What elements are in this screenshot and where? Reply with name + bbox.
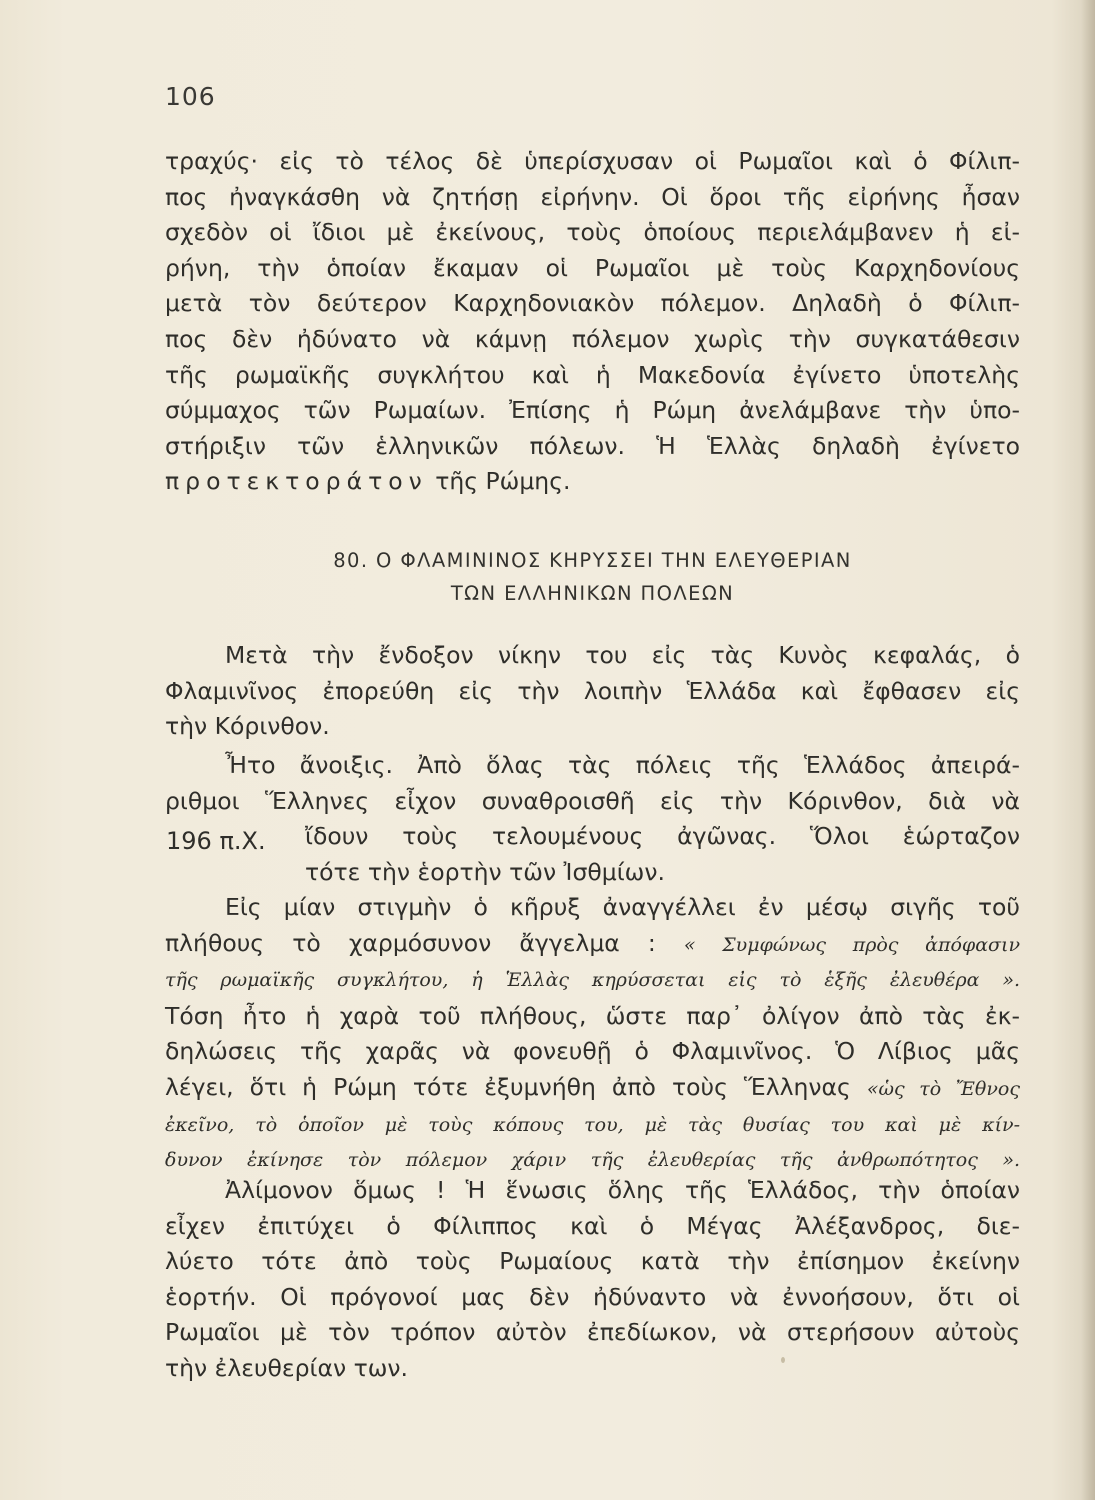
paragraph-3 xyxy=(165,890,1020,1179)
quote-line: τῆς ρωμαϊκῆς συγκλήτου, ἡ Ἑλλὰς κηρύσσεται εἰς τὸ ἑξῆς ἐλευθέρα ». xyxy=(165,969,1020,992)
text-line: πος ἠναγκάσθη νὰ ζητήσῃ εἰρήνην. Οἱ ὅροι τῆς εἰρήνης ἦσαν xyxy=(165,182,1020,211)
text-line: στήριξιν τῶν ἑλληνικῶν πόλεων. Ἡ Ἑλλὰς δηλαδὴ ἐγίνετο xyxy=(165,431,1020,460)
text-line: τραχύς· εἰς τὸ τέλος δὲ ὑπερίσχυσαν οἱ Ρωμαῖοι καὶ ὁ Φίλιπ- xyxy=(165,147,1020,175)
text-line: πος δὲν ἠδύνατο νὰ κάμνῃ πόλεμον χωρὶς τὴν συγκατάθεσιν xyxy=(165,324,1020,353)
quote-fragment: « Συμφώνως πρὸς ἀπόφασιν xyxy=(683,933,1020,956)
paragraph-top xyxy=(165,144,1020,500)
text-line: σύμμαχος τῶν Ρωμαίων. Ἐπίσης ἡ Ρώμη ἀνελάμβανε τὴν ὑπο- xyxy=(165,396,1020,425)
quote-line: ἐκεῖνο, τὸ ὁποῖον μὲ τοὺς κόπους του, μὲ τὰς θυσίας του καὶ μὲ κίν- xyxy=(165,1113,1020,1136)
indented-block xyxy=(165,819,1020,890)
text-line xyxy=(165,1070,1020,1108)
text-line: μετὰ τὸν δεύτερον Καρχηδονιακὸν πόλεμον. Δηλαδὴ ὁ Φίλιπ- xyxy=(165,289,1020,318)
text-line: ριθμοι Ἕλληνες εἶχον συναθροισθῆ εἰς τὴν Κόρινθον, διὰ νὰ xyxy=(165,786,1020,815)
paragraph-2 xyxy=(165,748,1020,890)
text-line: Τόση ἦτο ἡ χαρὰ τοῦ πλήθους, ὥστε παρ᾽ ὀλίγον ἀπὸ τὰς ἐκ- xyxy=(165,1001,1020,1030)
text-line: εἶχεν ἐπιτύχει ὁ Φίλιππος καὶ ὁ Μέγας Ἀλέξανδρος, διε- xyxy=(165,1211,1020,1240)
paragraph-4 xyxy=(165,1173,1020,1387)
text-line: δηλώσεις τῆς χαρᾶς νὰ φονευθῇ ὁ Φλαμινῖνος. Ὁ Λίβιος μᾶς xyxy=(165,1037,1020,1066)
text-fragment: τῆς Ρώμης. xyxy=(427,467,571,496)
spaced-word: προτεκτοράτον xyxy=(165,467,428,496)
text-line: Ἦτο ἄνοιξις. Ἀπὸ ὅλας τὰς πόλεις τῆς Ἑλλάδος ἀπειρά- xyxy=(225,751,1020,779)
page-edge-shadow xyxy=(1081,0,1095,1500)
margin-date-note: 196 π.Χ. xyxy=(166,827,266,855)
text-line: τὴν Κόρινθον. xyxy=(165,712,330,741)
text-line: σχεδὸν οἱ ἴδιοι μὲ ἐκείνους, τοὺς ὁποίους περιελάμβανεν ἡ εἰ- xyxy=(165,218,1020,247)
text-line: Μετὰ τὴν ἔνδοξον νίκην του εἰς τὰς Κυνὸς κεφαλάς, ὁ xyxy=(225,641,1020,669)
section-heading-line-1: 80. Ο ΦΛΑΜΙΝΙΝΟΣ ΚΗΡΥΣΣΕΙ ΤΗΝ ΕΛΕΥΘΕΡΙΑΝ xyxy=(333,549,852,572)
quote-fragment: «ὡς τὸ Ἔθνος xyxy=(866,1077,1020,1100)
section-heading-line-2: ΤΩΝ ΕΛΛΗΝΙΚΩΝ ΠΟΛΕΩΝ xyxy=(450,582,735,605)
text-line: Εἰς μίαν στιγμὴν ὁ κῆρυξ ἀναγγέλλει ἐν μέσῳ σιγῆς τοῦ xyxy=(225,893,1020,921)
text-line: Ρωμαῖοι μὲ τὸν τρόπον αὐτὸν ἐπεδίωκον, νὰ στερήσουν αὐτοὺς xyxy=(165,1318,1020,1347)
page-number: 106 xyxy=(165,82,216,111)
text-line: ἑορτήν. Οἱ πρόγονοί μας δὲν ἠδύναντο νὰ ἐννοήσουν, ὅτι οἱ xyxy=(165,1282,1020,1311)
text-line: τὴν ἐλευθερίαν των. xyxy=(165,1353,409,1382)
text-line: τότε τὴν ἑορτὴν τῶν Ἰσθμίων. xyxy=(305,857,665,886)
text-fragment: λέγει, ὅτι ἡ Ρώμη τότε ἐξυμνήθη ἀπὸ τοὺς Ἕλληνας xyxy=(165,1072,867,1101)
text-line: τῆς ρωμαϊκῆς συγκλήτου καὶ ἡ Μακεδονία ἐγίνετο ὑποτελὴς xyxy=(165,360,1020,389)
text-line: Ἀλίμονον ὅμως ! Ἡ ἕνωσις ὅλης τῆς Ἑλλάδος, τὴν ὁποίαν xyxy=(225,1176,1020,1204)
text-line: ρήνη, τὴν ὁποίαν ἔκαμαν οἱ Ρωμαῖοι μὲ τοὺς Καρχηδονίους xyxy=(165,253,1020,282)
text-line: Φλαμινῖνος ἐπορεύθη εἰς τὴν λοιπὴν Ἑλλάδα καὶ ἔφθασεν εἰς xyxy=(165,676,1020,705)
text-line: λύετο τότε ἀπὸ τοὺς Ρωμαίους κατὰ τὴν ἐπίσημον ἐκείνην xyxy=(165,1247,1020,1276)
text-line: ἴδουν τοὺς τελουμένους ἀγῶνας. Ὅλοι ἑώρταζον xyxy=(305,822,1020,851)
section-heading xyxy=(165,544,1020,610)
text-line xyxy=(165,926,1020,964)
paper-speck xyxy=(781,1357,785,1363)
paragraph-1 xyxy=(165,638,1020,745)
quote-line: δυνον ἐκίνησε τὸν πόλεμον χάριν τῆς ἐλευθερίας τῆς ἀνθρωπότητος ». xyxy=(165,1149,1020,1172)
text-fragment: πλήθους τὸ χαρμόσυνον ἄγγελμα : xyxy=(165,928,684,957)
text-line xyxy=(165,464,1020,500)
